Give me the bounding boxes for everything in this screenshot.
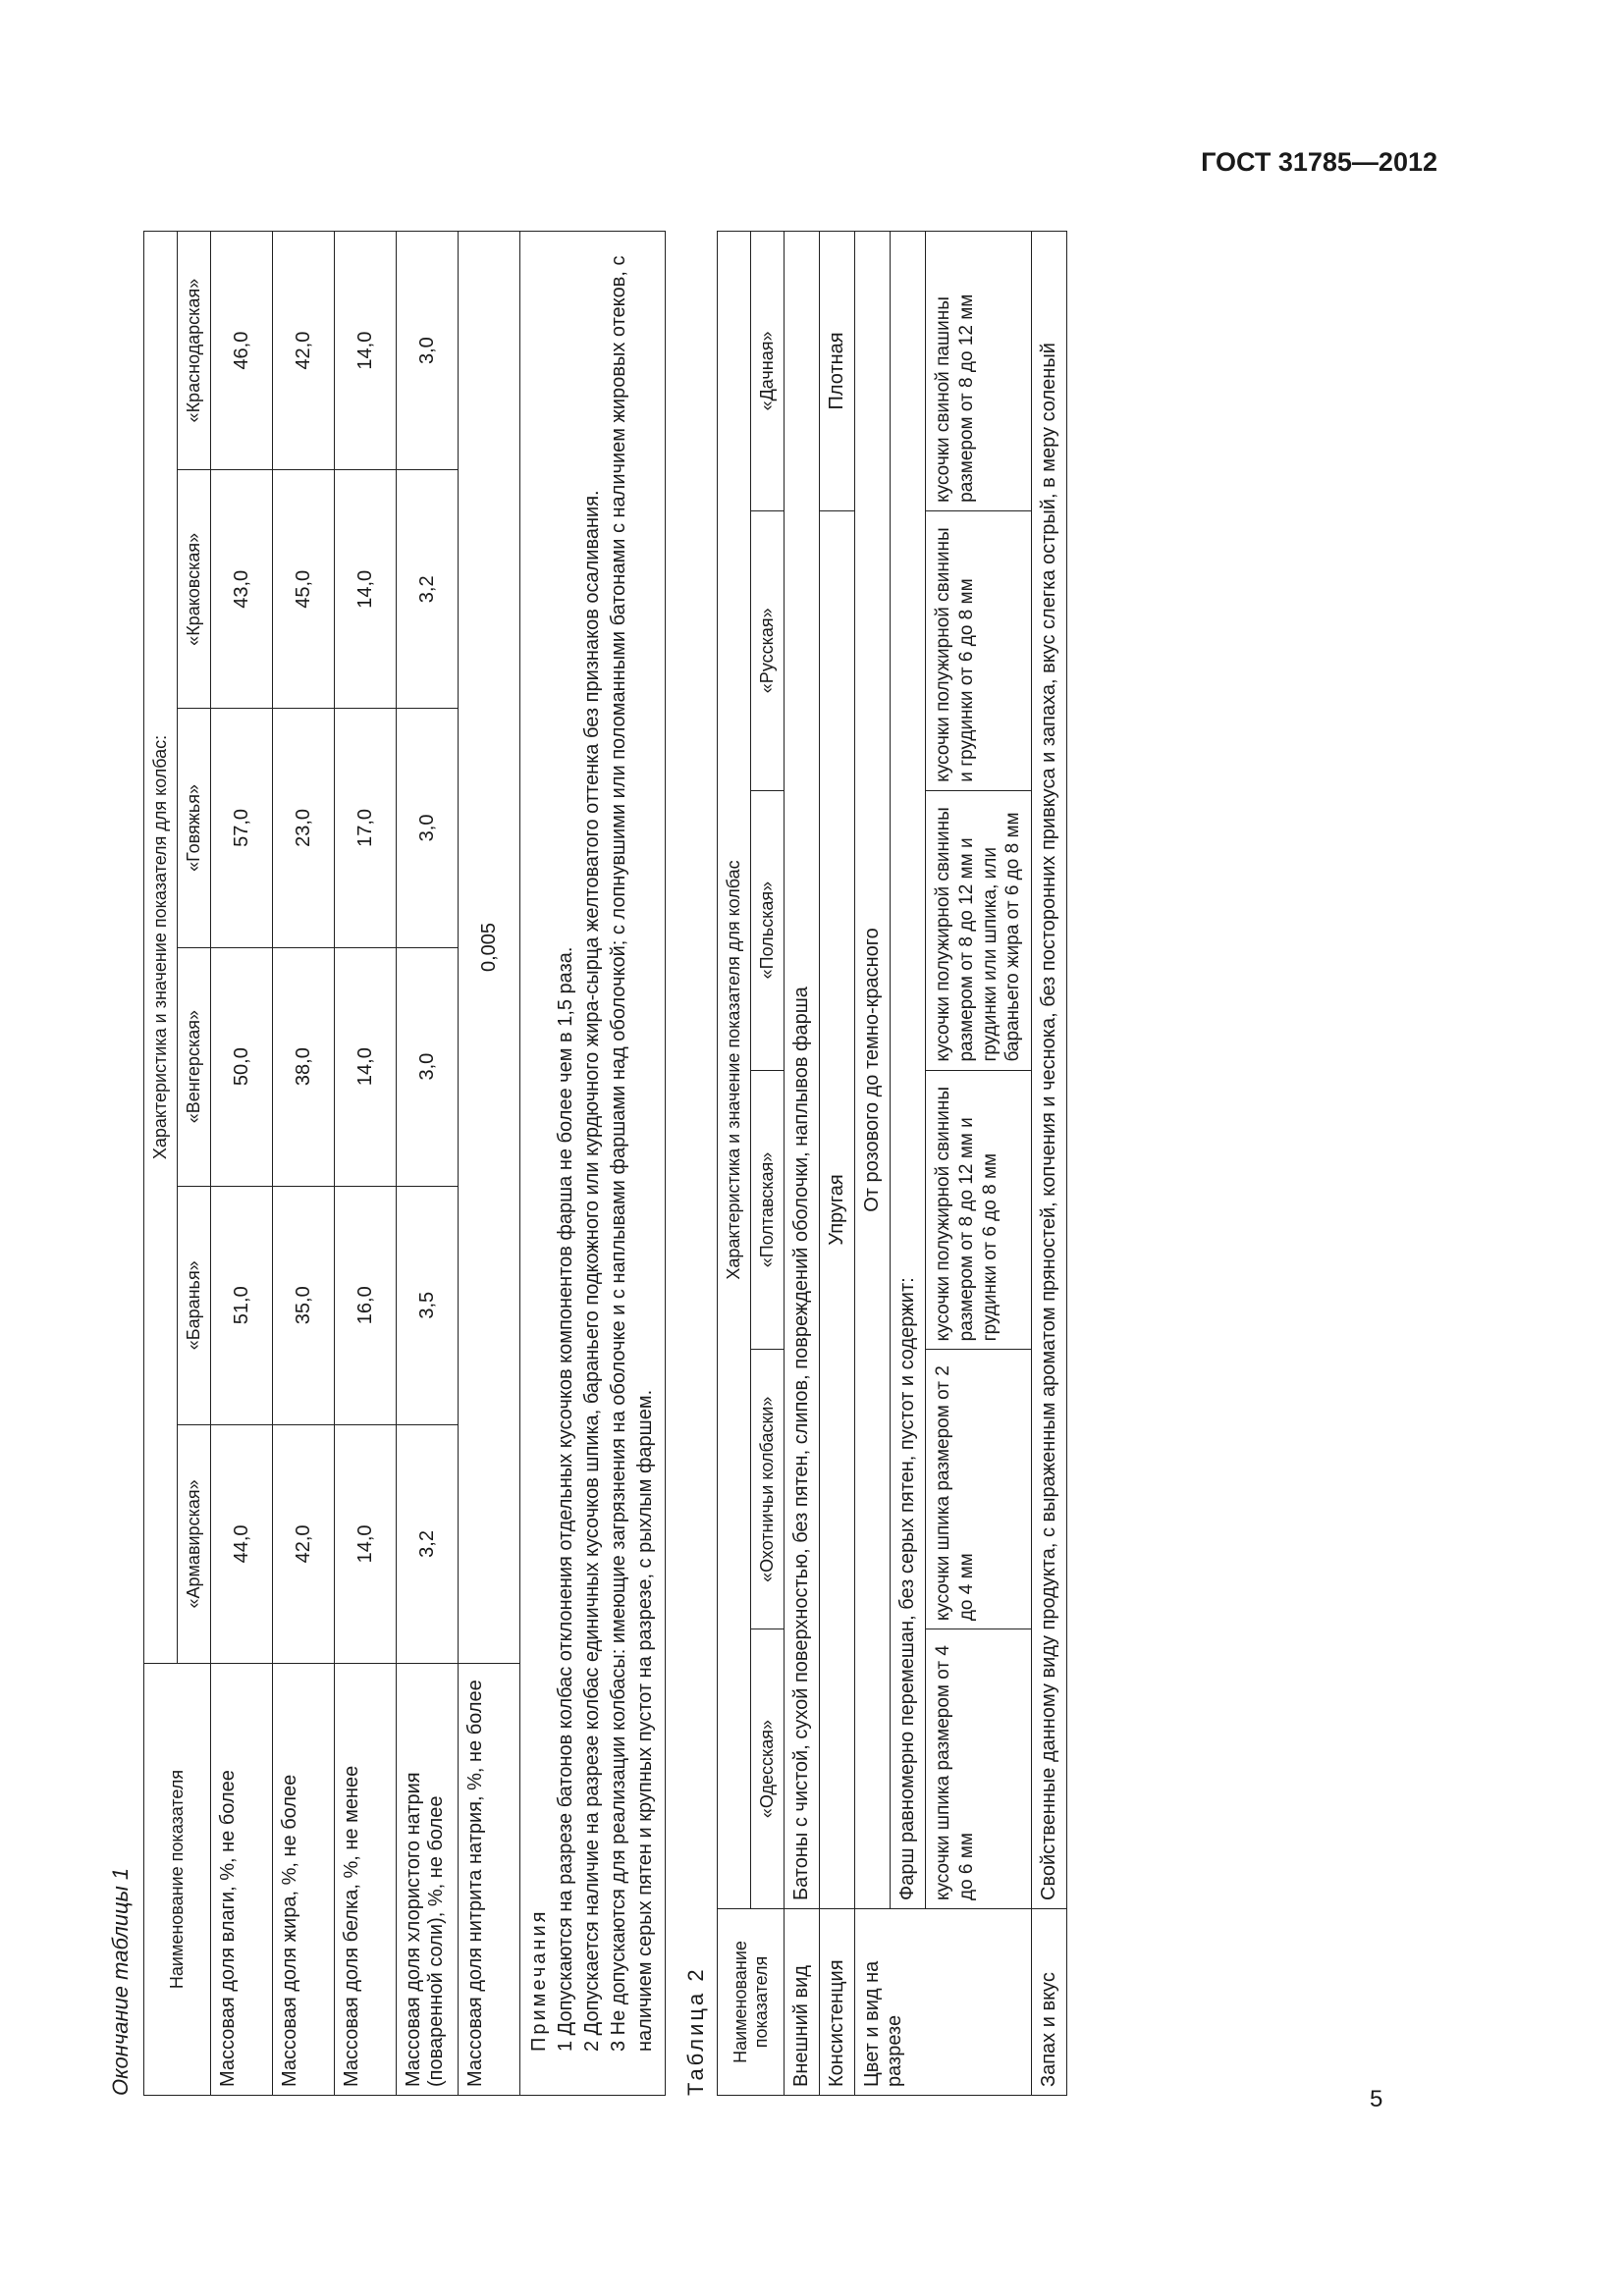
cell: 14,0 xyxy=(335,1424,397,1663)
rotated-content xyxy=(108,231,1443,2096)
cell: кусочки полужирной свинины размером от 8 до 12 мм и грудинки или шпика, или бараньего жира от 6 до 8 мм xyxy=(926,790,1032,1070)
table-row xyxy=(335,232,397,2096)
cell: кусочки свиной пашины размером от 8 до 12 мм xyxy=(926,232,1032,511)
t2-col-header: «Одесская» xyxy=(751,1629,785,1909)
table1-caption: Окончание таблицы 1 xyxy=(108,1867,133,2096)
table-row xyxy=(459,232,520,2096)
t1-col-header: «Армавирская» xyxy=(178,1424,211,1663)
cell: 3,2 xyxy=(397,1424,459,1663)
t1-col-header: «Краснодарская» xyxy=(178,232,211,470)
cell: 14,0 xyxy=(335,232,397,470)
cell: кусочки полужирной свинины и грудинки от 6 до 8 мм xyxy=(926,510,1032,790)
table1-notes xyxy=(520,231,666,2096)
note-2: 2 Допускается наличие на разрезе колбас единичных кусочков шпика, бараньего подкожного или курдючного жира-сырца желтоватого оттенка без признаков осаливания. xyxy=(581,490,603,2052)
cell: 3,2 xyxy=(397,470,459,709)
cell: 43,0 xyxy=(211,470,273,709)
t2-col-header: «Русская» xyxy=(751,510,785,790)
cell: 16,0 xyxy=(335,1186,397,1424)
cell: 44,0 xyxy=(211,1424,273,1663)
cell: 38,0 xyxy=(273,947,335,1186)
row-label: Массовая доля жира, %, не более xyxy=(273,1664,335,2096)
cell: 3,0 xyxy=(397,947,459,1186)
cell: 23,0 xyxy=(273,709,335,947)
cell: 17,0 xyxy=(335,709,397,947)
cell: Упругая xyxy=(820,510,855,1908)
t1-col-header: «Баранья» xyxy=(178,1186,211,1424)
cell: 42,0 xyxy=(273,1424,335,1663)
t1-head-name: Наименование показателя xyxy=(144,1664,211,2096)
cell: 45,0 xyxy=(273,470,335,709)
row-label: Запах и вкус xyxy=(1032,1909,1067,2096)
t1-head-group: Характеристика и значение показателя для колбас: xyxy=(144,232,178,1664)
cell: От розового до темно-красного xyxy=(855,232,891,1909)
row-label: Массовая доля хлористого натрия (поваренной соли), %, не более xyxy=(397,1664,459,2096)
note-1: 1 Допускаются на разрезе батонов колбас отклонения отдельных кусочков компонентов фарша не более чем в 1,5 раза. xyxy=(555,946,576,2052)
t2-head-name: Наименование показателя xyxy=(718,1909,785,2096)
t1-col-header: «Краковская» xyxy=(178,470,211,709)
t2-col-header: «Охотничьи колбаски» xyxy=(751,1350,785,1629)
table-row xyxy=(820,232,855,2096)
t1-col-header: «Говяжья» xyxy=(178,709,211,947)
notes-title: Примечания xyxy=(528,1908,550,2052)
cell: 46,0 xyxy=(211,232,273,470)
cell: 50,0 xyxy=(211,947,273,1186)
cell: Батоны с чистой, сухой поверхностью, без пятен, слипов, повреждений оболочки, наплывов фарша xyxy=(785,232,820,1909)
row-label: Консистенция xyxy=(820,1909,855,2096)
cell: кусочки полужирной свинины размером от 8 до 12 мм и грудинки от 6 до 8 мм xyxy=(926,1070,1032,1350)
cell: Фарш равномерно перемешан, без серых пятен, пустот и содержит: xyxy=(891,232,926,1909)
cell: 35,0 xyxy=(273,1186,335,1424)
document-code: ГОСТ 31785—2012 xyxy=(1201,147,1437,177)
t2-col-header: «Дачная» xyxy=(751,232,785,511)
cell: 14,0 xyxy=(335,947,397,1186)
table-row xyxy=(397,232,459,2096)
cell: 14,0 xyxy=(335,470,397,709)
table2-caption: Таблица 2 xyxy=(683,1966,708,2096)
row-label: Массовая доля нитрита натрия, %, не более xyxy=(459,1664,520,2096)
t2-col-header: «Полтавская» xyxy=(751,1070,785,1350)
table-row xyxy=(1032,232,1067,2096)
cell: 51,0 xyxy=(211,1186,273,1424)
cell: кусочки шпика размером от 2 до 4 мм xyxy=(926,1350,1032,1629)
note-3: 3 Не допускаются для реализации колбасы: имеющие загрязнения на оболочке и с наплывами фаршами над оболочкой; с лопнувшими или поломанными батонами с наличием жировых отеков, с наличием серых пятен и крупных пустот на разрезе, с рыхлым фаршем. xyxy=(608,255,656,2052)
row-label: Внешний вид xyxy=(785,1909,820,2096)
table-row xyxy=(855,232,891,2096)
cell: кусочки шпика размером от 4 до 6 мм xyxy=(926,1629,1032,1909)
table-row xyxy=(891,232,926,2096)
table-row xyxy=(273,232,335,2096)
cell: Плотная xyxy=(820,232,855,511)
cell: 3,0 xyxy=(397,709,459,947)
cell: 42,0 xyxy=(273,232,335,470)
t2-head-group: Характеристика и значение показателя для колбас xyxy=(718,232,751,1909)
cell: Свойственные данному виду продукта, с выраженным ароматом пряностей, копчения и чеснока, без посторонних привкуса и запаха, вкус слегка острый, в меру соленый xyxy=(1032,232,1067,1909)
row-label: Массовая доля влаги, %, не более xyxy=(211,1664,273,2096)
cell: 0,005 xyxy=(459,232,520,1664)
table-row xyxy=(926,232,1032,2096)
table-row xyxy=(785,232,820,2096)
t2-col-header: «Польская» xyxy=(751,790,785,1070)
row-label: Цвет и вид на разрезе xyxy=(855,1909,1032,2096)
cell: 3,5 xyxy=(397,1186,459,1424)
cell: 3,0 xyxy=(397,232,459,470)
t1-col-header: «Венгерская» xyxy=(178,947,211,1186)
table-2 xyxy=(717,231,1067,2096)
table-row xyxy=(211,232,273,2096)
table-1 xyxy=(143,231,520,2096)
cell: 57,0 xyxy=(211,709,273,947)
row-label: Массовая доля белка, %, не менее xyxy=(335,1664,397,2096)
page-number: 5 xyxy=(1370,2086,1383,2112)
